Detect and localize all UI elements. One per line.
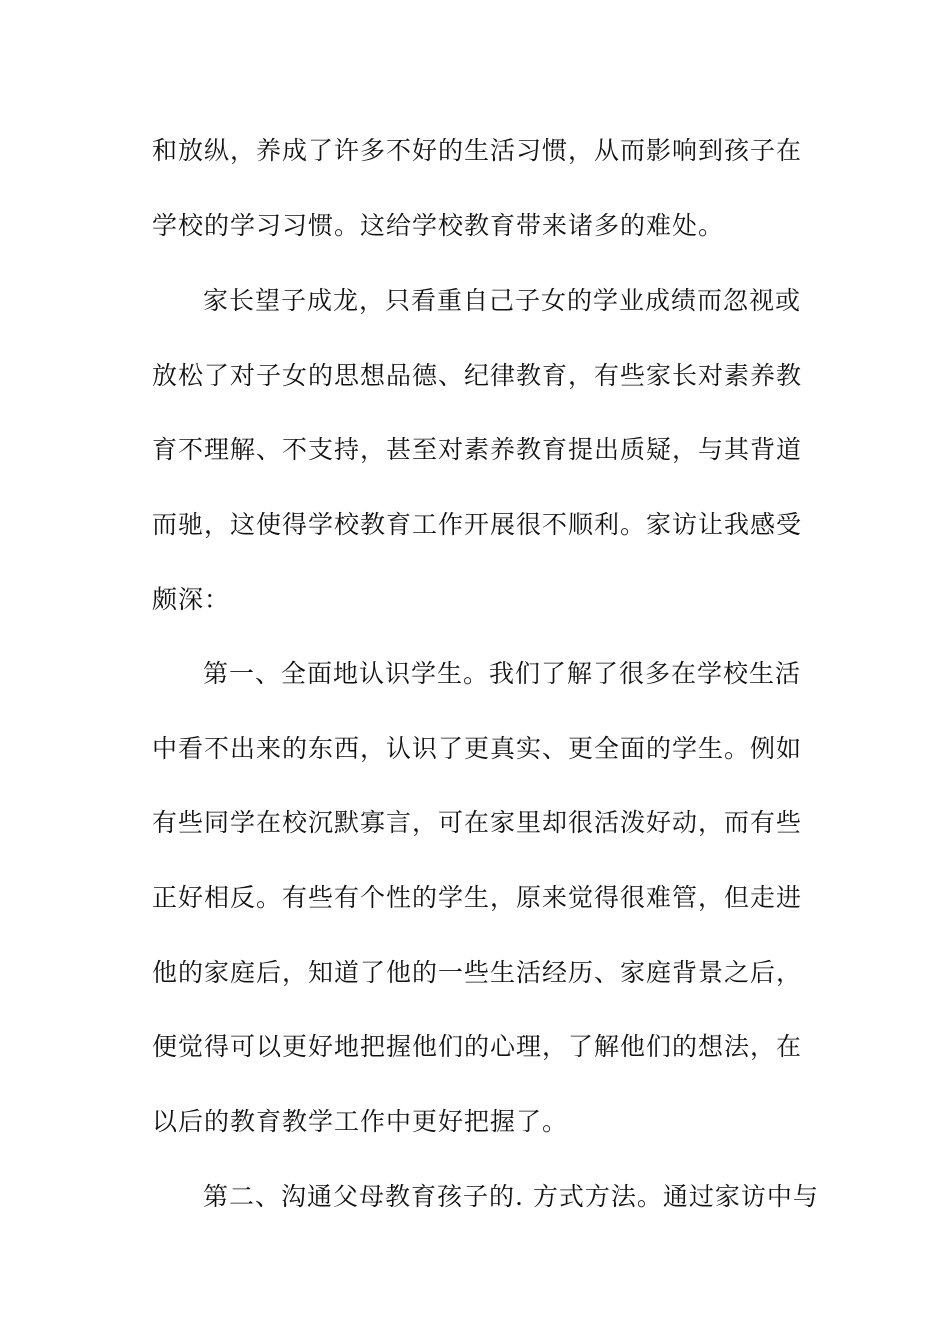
text-line-12: 他的家庭后，知道了他的一些生活经历、家庭背景之后， (152, 958, 803, 987)
text-line-4: 放松了对子女的思想品德、纪律教育，有些家长对素养教 (152, 361, 803, 390)
text-line-11: 正好相反。有些有个性的学生，原来觉得很难管，但走进 (152, 883, 803, 912)
text-line-7: 颇深： (152, 585, 231, 614)
text-line-2: 学校的学习习惯。这给学校教育带来诸多的难处。 (152, 211, 725, 240)
text-line-6: 而驰，这使得学校教育工作开展很不顺利。家访让我感受 (152, 510, 803, 539)
text-line-10: 有些同学在校沉默寡言，可在家里却很活泼好动，而有些 (152, 808, 803, 837)
text-line-3: 家长望子成龙，只看重自己子女的学业成绩而忽视或 (203, 286, 802, 315)
text-line-13: 便觉得可以更好地把握他们的心理，了解他们的想法，在 (152, 1032, 803, 1061)
text-line-14: 以后的教育教学工作中更好把握了。 (152, 1107, 569, 1136)
text-line-5: 育不理解、不支持，甚至对素养教育提出质疑，与其背道 (152, 435, 803, 464)
text-line-15: 第二、沟通父母教育孩子的. 方式方法。通过家访中与 (203, 1182, 819, 1211)
text-line-1: 和放纵，养成了许多不好的生活习惯，从而影响到孩子在 (152, 136, 803, 165)
text-line-9: 中看不出来的东西，认识了更真实、更全面的学生。例如 (152, 734, 803, 763)
text-line-8: 第一、全面地认识学生。我们了解了很多在学校生活 (203, 659, 802, 688)
